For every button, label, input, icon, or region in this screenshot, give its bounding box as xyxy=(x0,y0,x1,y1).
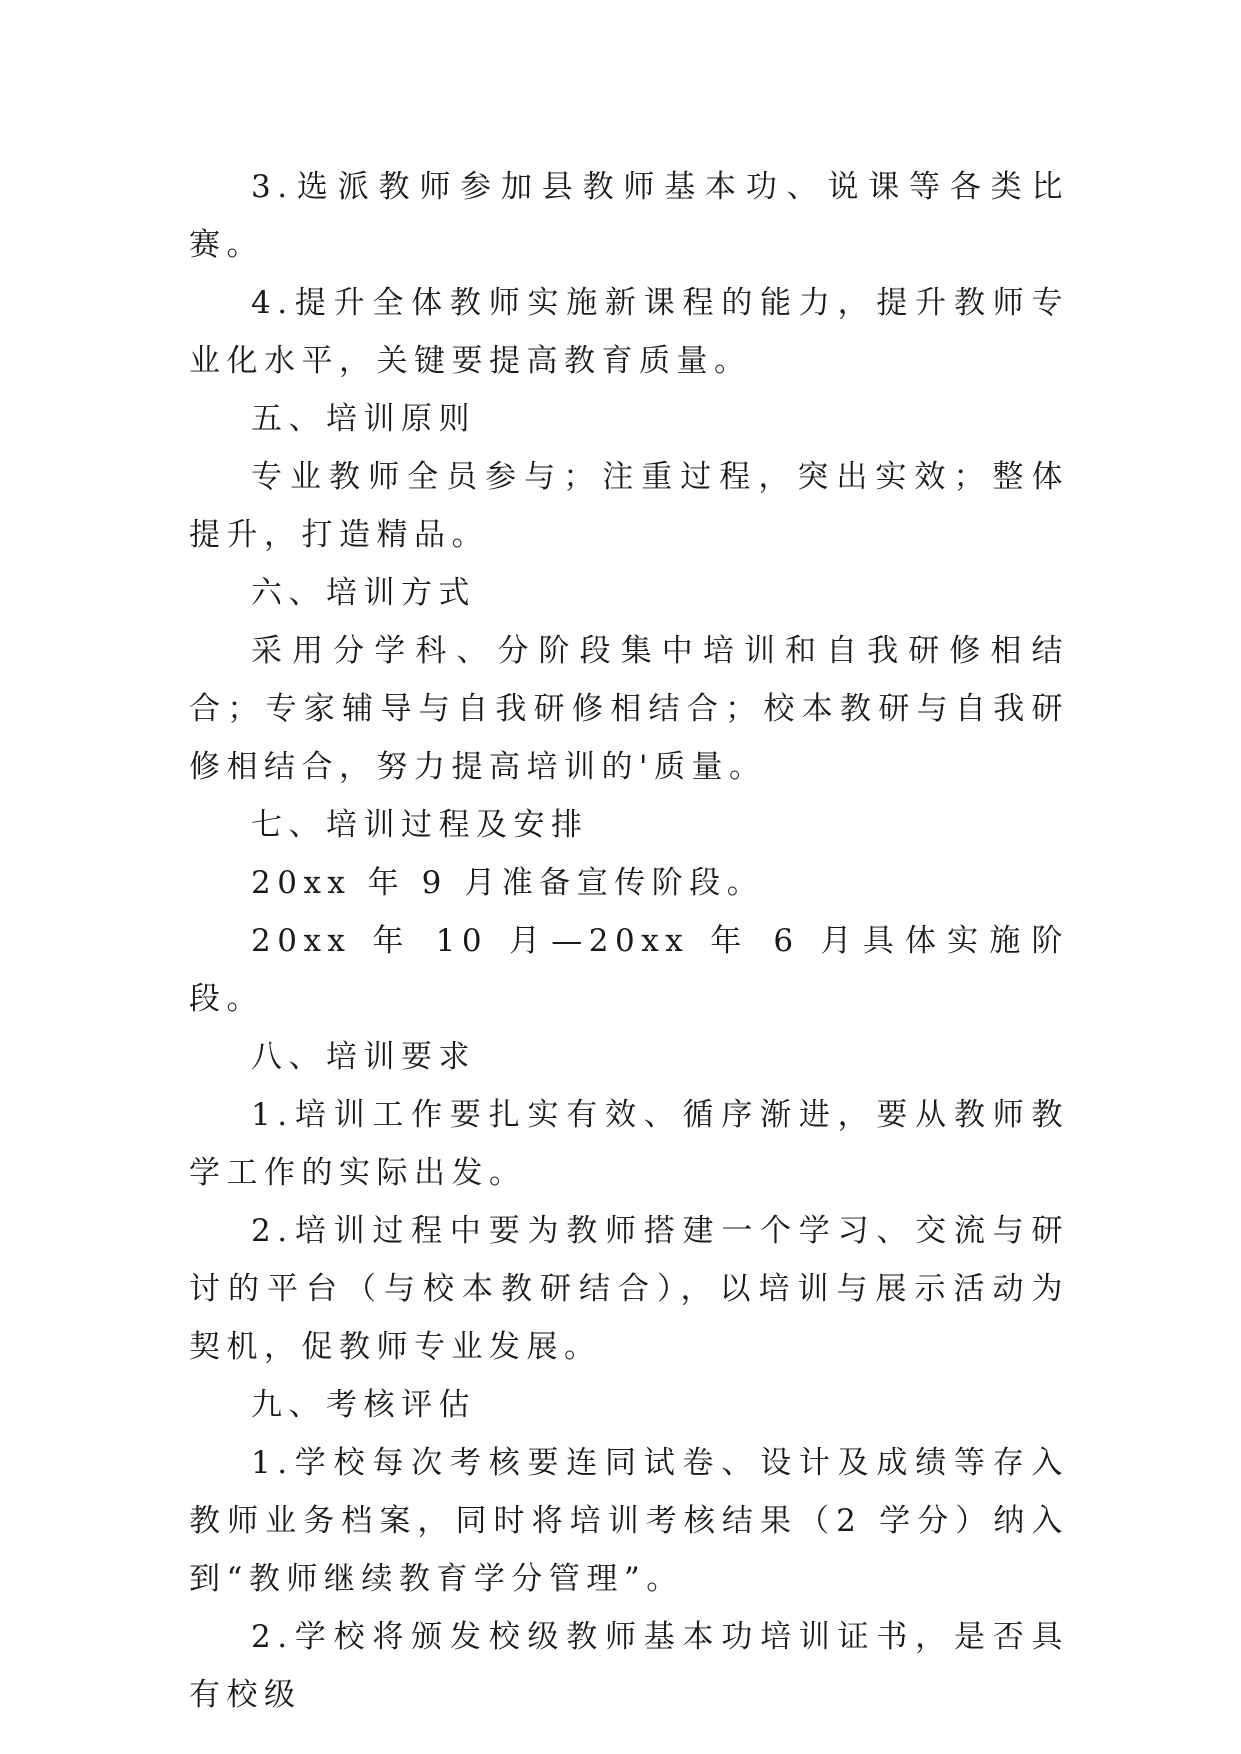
paragraph-schedule-preparation: 20xx 年 9 月准备宣传阶段。 xyxy=(251,865,765,901)
paragraph-item-4: 4.提升全体教师实施新课程的能力，提升教师专业化水平，关键要提高教育质量。 xyxy=(189,285,1069,379)
section-heading-training-methods: 六、培训方式 xyxy=(251,575,476,611)
document-body xyxy=(189,158,1069,1724)
section-heading-training-requirements: 八、培训要求 xyxy=(251,1039,476,1075)
section-heading-training-process: 七、培训过程及安排 xyxy=(251,807,589,843)
paragraph-training-principles: 专业教师全员参与；注重过程，突出实效；整体提升，打造精品。 xyxy=(189,459,1069,553)
paragraph-schedule-implementation: 20xx 年 10 月—20xx 年 6 月具体实施阶段。 xyxy=(189,923,1069,1017)
paragraph-assessment-2: 2.学校将颁发校级教师基本功培训证书，是否具有校级 xyxy=(189,1619,1069,1713)
paragraph-item-3: 3.选派教师参加县教师基本功、说课等各类比赛。 xyxy=(189,169,1069,263)
section-heading-training-principles: 五、培训原则 xyxy=(251,401,476,437)
paragraph-assessment-1: 1.学校每次考核要连同试卷、设计及成绩等存入教师业务档案，同时将培训考核结果（2 学分）纳入到“教师继续教育学分管理”。 xyxy=(189,1445,1069,1597)
paragraph-training-methods: 采用分学科、分阶段集中培训和自我研修相结合；专家辅导与自我研修相结合；校本教研与自我研修相结合，努力提高培训的'质量。 xyxy=(189,633,1069,785)
paragraph-requirement-1: 1.培训工作要扎实有效、循序渐进，要从教师教学工作的实际出发。 xyxy=(189,1097,1069,1191)
paragraph-requirement-2: 2.培训过程中要为教师搭建一个学习、交流与研讨的平台（与校本教研结合），以培训与展示活动为契机，促教师专业发展。 xyxy=(189,1213,1069,1365)
section-heading-assessment: 九、考核评估 xyxy=(251,1387,476,1423)
